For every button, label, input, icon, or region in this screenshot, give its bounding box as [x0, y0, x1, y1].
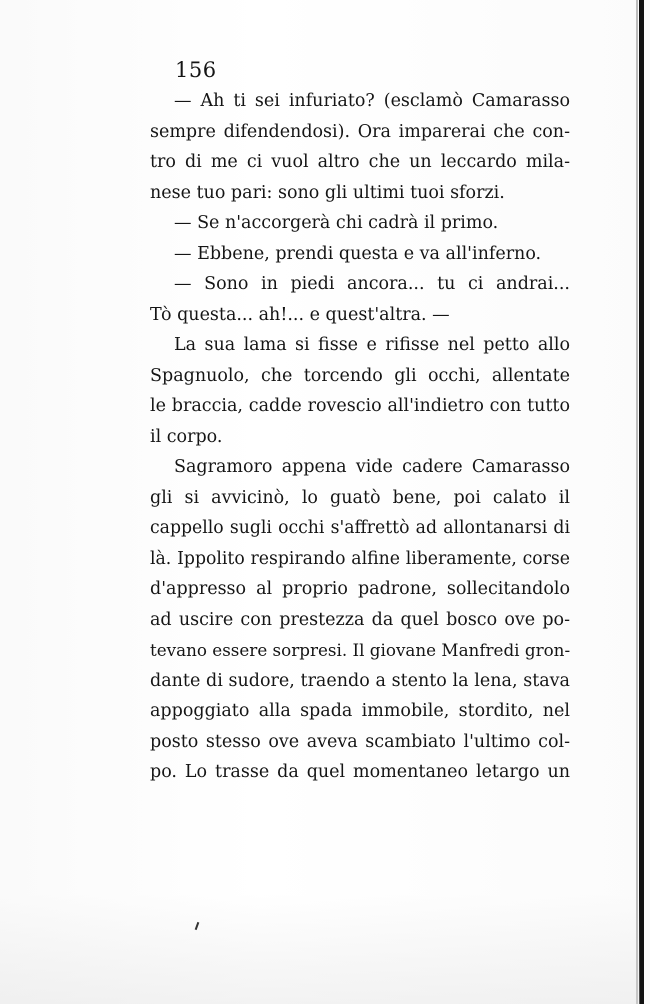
text-line: tro di me ci vuol altro che un leccardo mila- [150, 152, 570, 172]
text-line: il corpo. [150, 426, 223, 447]
page-number: 156 [175, 58, 217, 82]
text-line: — Se n'accorgerà chi cadrà il primo. [174, 213, 499, 233]
text-line: Sagramoro appena vide cadere Camarasso [174, 457, 570, 477]
page-edge-shadow [636, 0, 638, 1004]
text-line: Tò questa... ah!... e quest'altra. — [150, 304, 450, 325]
body-text [150, 86, 570, 788]
text-line: cappello sugli occhi s'affrettò ad allontanarsi di [150, 518, 570, 538]
text-line: appoggiato alla spada immobile, stordito, nel [150, 701, 570, 721]
text-line: posto stesso ove aveva scambiato l'ultimo col- [150, 731, 570, 752]
page-bottom-stain [0, 894, 640, 1004]
text-line: ad uscire con prestezza da quel bosco ove po- [150, 609, 570, 630]
text-line: dante di sudore, traendo a stento la lena, stava [150, 670, 570, 691]
text-line: — Ah ti sei infuriato? (esclamò Camarasso [174, 91, 570, 111]
text-line: La sua lama si fisse e rifisse nel petto allo [174, 335, 570, 355]
page-edge [639, 0, 644, 1004]
text-line: là. Ippolito respirando alfine liberamente, corse [150, 548, 570, 569]
text-line: — Ebbene, prendi questa e va all'inferno. [174, 243, 542, 264]
text-line: tevano essere sorpresi. Il giovane Manfredi gron- [150, 640, 571, 660]
text-line: le braccia, cadde rovescio all'indietro con tutto [150, 396, 570, 416]
text-line: sempre difendendosi). Ora imparerai che con- [150, 121, 570, 142]
text-line: Spagnuolo, che torcendo gli occhi, allentate [150, 365, 570, 386]
text-line: d'appresso al proprio padrone, sollecitandolo [150, 579, 570, 599]
text-line: nese tuo pari: sono gli ultimi tuoi sforzi. [150, 182, 505, 203]
text-line: gli si avvicinò, lo guatò bene, poi calato il [150, 487, 570, 508]
text-line: po. Lo trasse da quel momentaneo letargo un [150, 762, 570, 782]
text-line: — Sono in piedi ancora... tu ci andrai... [174, 274, 570, 294]
